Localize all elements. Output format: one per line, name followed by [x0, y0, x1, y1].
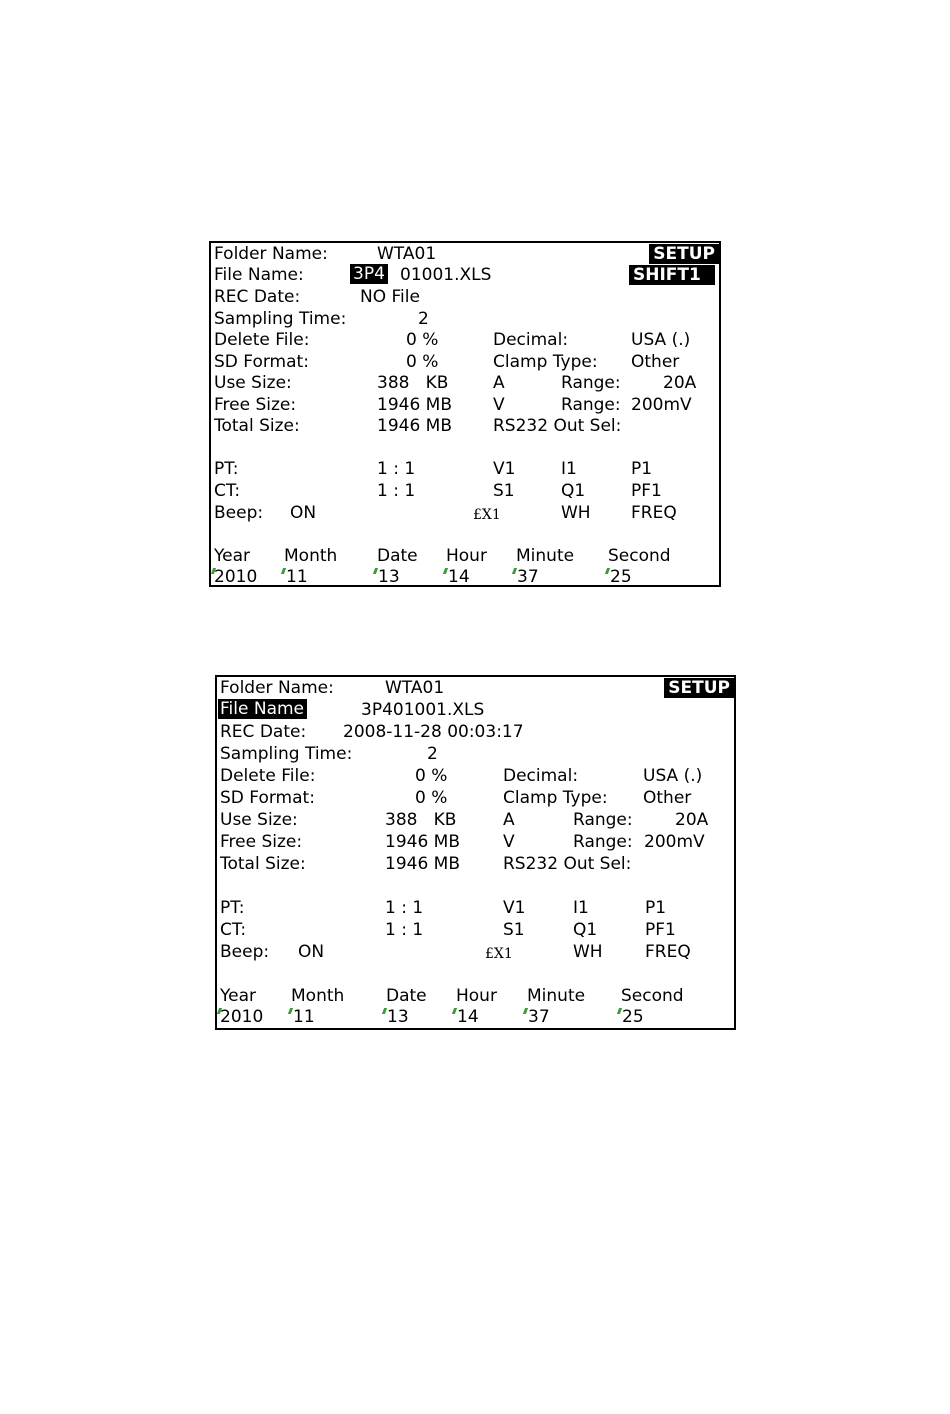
file-name-suffix: 01001.XLS — [400, 265, 492, 285]
decimal-label: Decimal: — [503, 766, 579, 786]
sd-format-label: SD Format: — [220, 788, 315, 808]
rs-opt-i1[interactable]: I1 — [561, 459, 577, 479]
ct-value[interactable]: 1 : 1 — [385, 920, 424, 940]
date-header-hour: Hour — [446, 546, 487, 566]
date-value-year[interactable]: 2010 — [220, 1007, 264, 1027]
file-name-prefix-selected[interactable]: 3P4 — [350, 264, 388, 284]
voltage-range-label: Range: — [573, 832, 633, 852]
rs-opt-s1[interactable]: S1 — [503, 920, 525, 940]
date-value-hour[interactable]: 14 — [457, 1007, 479, 1027]
delete-file-label: Delete File: — [220, 766, 316, 786]
pt-label: PT: — [220, 898, 245, 918]
use-size-value: 388 KB — [377, 373, 449, 393]
voltage-v-label: V — [503, 832, 515, 852]
delete-file-label: Delete File: — [214, 330, 310, 350]
date-value-second[interactable]: 25 — [610, 567, 632, 587]
folder-name-value[interactable]: WTA01 — [377, 244, 437, 264]
rs-opt-fx1[interactable]: £X1 — [473, 507, 501, 523]
current-range-value[interactable]: 20A — [675, 810, 709, 830]
sampling-time-value[interactable]: 2 — [418, 309, 429, 329]
rs-opt-p1[interactable]: P1 — [631, 459, 653, 479]
delete-file-value[interactable]: 0 % — [415, 766, 448, 786]
rs-opt-pf1[interactable]: PF1 — [645, 920, 676, 940]
rs-opt-i1[interactable]: I1 — [573, 898, 589, 918]
decimal-label: Decimal: — [493, 330, 569, 350]
date-value-year[interactable]: 2010 — [214, 567, 258, 587]
use-size-label: Use Size: — [220, 810, 298, 830]
pt-value[interactable]: 1 : 1 — [385, 898, 424, 918]
sd-format-value[interactable]: 0 % — [415, 788, 448, 808]
rs-opt-p1[interactable]: P1 — [645, 898, 667, 918]
folder-name-label: Folder Name: — [214, 244, 328, 264]
ct-value[interactable]: 1 : 1 — [377, 481, 416, 501]
sd-format-value[interactable]: 0 % — [406, 352, 439, 372]
file-name-label: File Name: — [214, 265, 304, 285]
date-value-month[interactable]: 11 — [286, 567, 308, 587]
pt-label: PT: — [214, 459, 239, 479]
sampling-time-label: Sampling Time: — [220, 744, 353, 764]
current-range-label: Range: — [561, 373, 621, 393]
beep-value[interactable]: ON — [290, 503, 317, 523]
date-header-hour: Hour — [456, 986, 497, 1006]
free-size-label: Free Size: — [220, 832, 303, 852]
date-header-date: Date — [386, 986, 427, 1006]
use-size-label: Use Size: — [214, 373, 292, 393]
free-size-label: Free Size: — [214, 395, 297, 415]
free-size-value: 1946 MB — [385, 832, 460, 852]
clamp-type-label: Clamp Type: — [503, 788, 608, 808]
rs232-out-sel-label: RS232 Out Sel: — [493, 416, 622, 436]
voltage-range-value[interactable]: 200mV — [631, 395, 692, 415]
decimal-value[interactable]: USA (.) — [643, 766, 703, 786]
rs-opt-fx1[interactable]: £X1 — [485, 946, 513, 962]
rs-opt-pf1[interactable]: PF1 — [631, 481, 662, 501]
delete-file-value[interactable]: 0 % — [406, 330, 439, 350]
folder-name-value[interactable]: WTA01 — [385, 678, 445, 698]
current-range-value[interactable]: 20A — [663, 373, 697, 393]
date-value-date[interactable]: 13 — [378, 567, 400, 587]
date-header-year: Year — [220, 986, 256, 1006]
current-a-label: A — [493, 373, 505, 393]
folder-name-label: Folder Name: — [220, 678, 334, 698]
current-a-label: A — [503, 810, 515, 830]
rs-opt-q1[interactable]: Q1 — [573, 920, 598, 940]
rec-date-value: NO File — [360, 287, 420, 307]
voltage-range-value[interactable]: 200mV — [644, 832, 705, 852]
pt-value[interactable]: 1 : 1 — [377, 459, 416, 479]
ct-label: CT: — [220, 920, 247, 940]
rs-opt-q1[interactable]: Q1 — [561, 481, 586, 501]
date-header-year: Year — [214, 546, 250, 566]
shift1-badge: SHIFT1 — [629, 265, 715, 285]
rec-date-label: REC Date: — [214, 287, 301, 307]
rs-opt-v1[interactable]: V1 — [493, 459, 516, 479]
file-name-label-selected[interactable]: File Name — [218, 699, 307, 719]
rs-opt-wh[interactable]: WH — [561, 503, 591, 523]
ct-label: CT: — [214, 481, 241, 501]
rs232-out-sel-label: RS232 Out Sel: — [503, 854, 632, 874]
beep-value[interactable]: ON — [298, 942, 325, 962]
date-value-date[interactable]: 13 — [387, 1007, 409, 1027]
sampling-time-value[interactable]: 2 — [427, 744, 438, 764]
rs-opt-s1[interactable]: S1 — [493, 481, 515, 501]
clamp-type-value[interactable]: Other — [631, 352, 680, 372]
beep-label: Beep: — [214, 503, 264, 523]
rs-opt-wh[interactable]: WH — [573, 942, 603, 962]
date-header-minute: Minute — [516, 546, 575, 566]
date-value-minute[interactable]: 37 — [517, 567, 539, 587]
rs-opt-v1[interactable]: V1 — [503, 898, 526, 918]
date-header-month: Month — [284, 546, 338, 566]
current-range-label: Range: — [573, 810, 633, 830]
rec-date-label: REC Date: — [220, 722, 307, 742]
date-header-second: Second — [608, 546, 671, 566]
beep-label: Beep: — [220, 942, 270, 962]
clamp-type-value[interactable]: Other — [643, 788, 692, 808]
setup-screen-shift — [209, 241, 721, 587]
free-size-value: 1946 MB — [377, 395, 452, 415]
setup-badge: SETUP — [649, 244, 719, 264]
date-header-date: Date — [377, 546, 418, 566]
total-size-label: Total Size: — [220, 854, 306, 874]
total-size-value: 1946 MB — [385, 854, 460, 874]
voltage-range-label: Range: — [561, 395, 621, 415]
setup-badge: SETUP — [664, 678, 734, 698]
date-header-minute: Minute — [527, 986, 586, 1006]
rs-opt-freq[interactable]: FREQ — [631, 503, 677, 523]
date-value-second[interactable]: 25 — [622, 1007, 644, 1027]
date-header-second: Second — [621, 986, 684, 1006]
sd-format-label: SD Format: — [214, 352, 309, 372]
setup-screen-file — [215, 675, 736, 1030]
clamp-type-label: Clamp Type: — [493, 352, 598, 372]
sampling-time-label: Sampling Time: — [214, 309, 347, 329]
date-value-hour[interactable]: 14 — [448, 567, 470, 587]
total-size-value: 1946 MB — [377, 416, 452, 436]
file-name-value: 3P401001.XLS — [361, 700, 485, 720]
date-value-month[interactable]: 11 — [293, 1007, 315, 1027]
rs-opt-freq[interactable]: FREQ — [645, 942, 691, 962]
date-value-minute[interactable]: 37 — [528, 1007, 550, 1027]
decimal-value[interactable]: USA (.) — [631, 330, 691, 350]
date-header-month: Month — [291, 986, 345, 1006]
voltage-v-label: V — [493, 395, 505, 415]
total-size-label: Total Size: — [214, 416, 300, 436]
use-size-value: 388 KB — [385, 810, 457, 830]
rec-date-value: 2008-11-28 00:03:17 — [343, 722, 524, 742]
